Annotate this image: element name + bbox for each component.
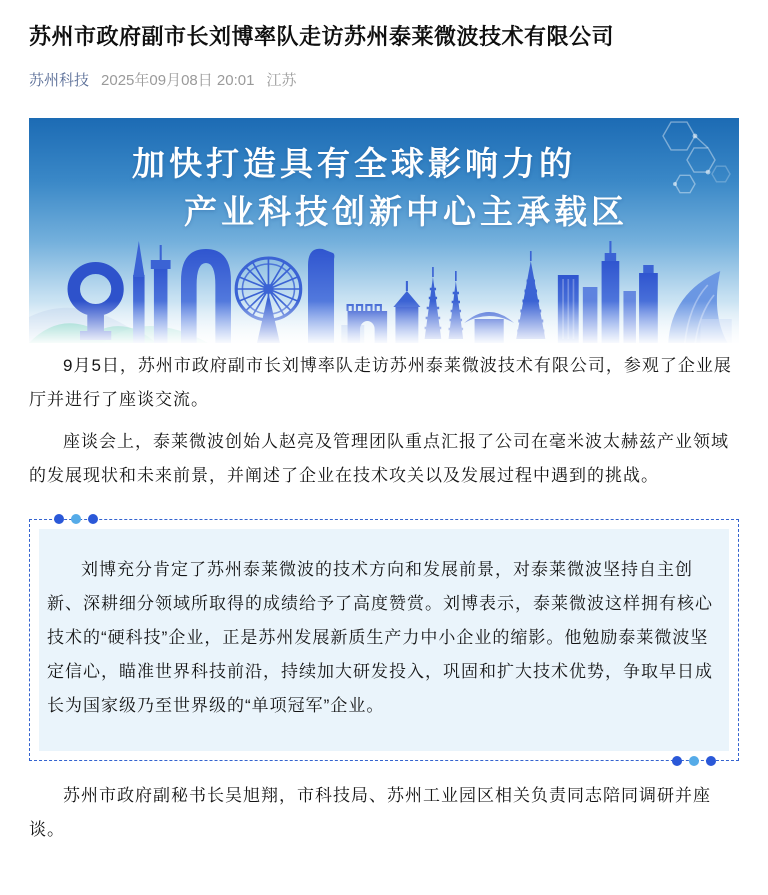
dot-icon	[88, 514, 98, 524]
dot-icon	[689, 756, 699, 766]
account-name-link[interactable]: 苏州科技	[29, 71, 90, 89]
dot-icon	[706, 756, 716, 766]
byline	[29, 69, 739, 90]
publish-time: 2025年09月08日 20:01	[101, 71, 255, 89]
body-paragraph-2: 座谈会上，泰莱微波创始人赵亮及管理团队重点汇报了公司在毫米波太赫兹产业领域的发展现状和未来前景，并阐述了企业在技术攻关以及发展过程中遇到的挑战。	[29, 431, 729, 485]
dots-decoration-bottom	[672, 756, 716, 766]
quote-paragraph: 刘博充分肯定了苏州泰莱微波的技术方向和发展前景，对泰莱微波坚持自主创新、深耕细分领域所取得的成绩给予了高度赞赏。刘博表示，泰莱微波这样拥有核心技术的“硬科技”企业，正是苏州发展新质生产力中小企业的缩影。他勉励泰莱微波坚定信心，瞄准世界科技前沿，持续加大研发投入，巩固和扩大技术优势，争取早日成长为国家级乃至世界级的“单项冠军”企业。	[47, 559, 713, 715]
banner-image	[29, 118, 739, 343]
publish-location: 江苏	[266, 71, 297, 89]
banner-heading-line2: 产业科技创新中心主承载区	[184, 192, 628, 230]
highlight-quote-box	[29, 519, 739, 761]
banner-heading	[29, 118, 739, 236]
body-paragraph-1: 9月5日，苏州市政府副市长刘博率队走访苏州泰莱微波技术有限公司，参观了企业展厅并进行了座谈交流。	[29, 355, 732, 409]
banner-heading-line1: 加快打造具有全球影响力的	[132, 144, 576, 182]
quote-inner-panel	[39, 529, 729, 751]
dot-icon	[54, 514, 64, 524]
dots-decoration-top	[54, 514, 98, 524]
dot-icon	[672, 756, 682, 766]
city-skyline-illustration	[29, 233, 739, 343]
dot-icon	[71, 514, 81, 524]
article-title: 苏州市政府副市长刘博率队走访苏州泰莱微波技术有限公司	[29, 24, 615, 49]
closing-paragraph: 苏州市政府副秘书长吴旭翔，市科技局、苏州工业园区相关负责同志陪同调研并座谈。	[29, 785, 711, 839]
